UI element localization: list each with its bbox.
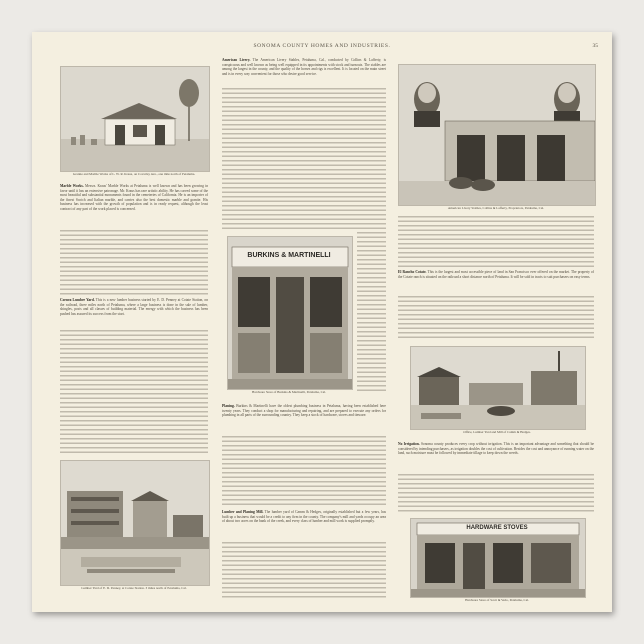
document-page xyxy=(32,32,612,612)
caption-hardware-scott-vedo: Hardware Store of Scott & Vedo, Petaluma, Cal. xyxy=(465,598,529,602)
text-no-irrigation: Sonoma county produces every crop without irrigation. This is an important advantage and something that should be considered by intending purchasers, as irrigation doubles the cost of cultivation. Besides the cost and annoyance of running water on the land, such moisture must be followed by immediate tillage to keep down the weeds. xyxy=(398,442,595,455)
heading-planing: Planing. xyxy=(222,404,235,408)
middle-text-block-3 xyxy=(222,510,386,524)
text-cornea-lumber: This is a new lumber business started by E. D. Penney at Cotate Station, on the railroad, three miles north of Petaluma, where a large business is done in the sale of lumber, shingles, posts and all classes of building material. The energy with which the business has been pushed has assured its success from the start. xyxy=(60,298,208,316)
text-lines-right-3 xyxy=(398,474,594,514)
caption-hardware-martinelli: Hardware Store of Burkins & Martinelli, Petaluma, Cal. xyxy=(252,390,326,394)
photo-livery-stables xyxy=(398,64,596,206)
middle-text-block xyxy=(222,58,386,76)
running-title: SONOMA COUNTY HOMES AND INDUSTRIES. xyxy=(253,43,391,49)
caption-marble-works: Granite and Marble Works of L. W. R. Kraus, on Covarlay Ave., one mile north of Petaluma. xyxy=(72,172,196,176)
heading-no-irrigation: No Irrigation. xyxy=(398,442,420,446)
text-rancho-cotate: This is the largest and most accessible piece of land in San Francisco ever offered on the market. The property of the Cotate ranch is situated on the railroad a short distance north of Petaluma. It will be sold in tracts to suit purchasers on easy terms. xyxy=(398,270,594,279)
caption-livery-stables: American Livery Stables, Collins & Lafferty, Proprietors, Petaluma, Cal. xyxy=(447,206,545,210)
text-lines-left-2 xyxy=(60,330,208,454)
heading-marble-works: Marble Works. xyxy=(60,184,84,188)
text-marble-works: Messrs. Kraus' Marble Works at Petaluma is well known and has been growing in favor until it has an extensive patronage. Mr. Kraus has rare artistic ability. He has carved some of the most beautiful and substantial monuments found in the cemeteries of California. He is an importer of the finest Scotch and Italian marble, and carries also the best domestic marble and granite. His business has increased with the growth of population and is in ready request, although the least contract of any part of the work placed is concerned. xyxy=(60,184,208,211)
sign-hardware-stoves: HARDWARE STOVES xyxy=(466,525,528,531)
lumber-office-illustration xyxy=(411,347,585,429)
text-lines-middle-2 xyxy=(222,436,386,508)
heading-cornea-lumber: Cornea Lumber Yard. xyxy=(60,298,95,302)
sign-burkins-martinelli: BURKINS & MARTINELLI xyxy=(247,252,331,259)
caption-lumber-yard-penney: Lumber Yard of E. D. Penney, at Cotate Station. 3 miles north of Petaluma, Cal. xyxy=(81,586,187,590)
text-lines-right-2 xyxy=(398,296,594,340)
marble-works-illustration xyxy=(61,67,209,171)
text-planing: Burkins & Martinelli have the oldest plumbing business in Petaluma, having been established here twenty years. They conduct a shop for manufacturing and repairing, and are prepared to execute any orders for plumbing in all parts of the surrounding country. They keep a stock of hardware, stoves and tinware. xyxy=(222,404,386,417)
photo-lumber-office xyxy=(410,346,586,430)
caption-lumber-office: Office, Lumber Yard and Mill of Camm & Hedges. xyxy=(463,430,531,434)
heading-american-livery: American Livery. xyxy=(222,58,251,62)
photo-marble-works xyxy=(60,66,210,172)
text-lines-middle-top xyxy=(222,88,386,230)
text-lines-middle-3 xyxy=(222,542,386,598)
right-text-block-2 xyxy=(398,442,594,456)
left-text-block xyxy=(60,184,208,211)
text-american-livery: The American Livery Stables, Petaluma, Cal., conducted by Collins & Lafferty, is conspicuous and well known as being well equipped in its appointments with stock and turnouts. The stables are among the largest in the county, and the quality of the horses and rigs is excellent. It is located on the main street and is in every way convenient for those who desire good service. xyxy=(222,58,386,76)
lumber-yard-illustration xyxy=(61,461,209,585)
heading-lumber-planing-mill: Lumber and Planing Mill. xyxy=(222,510,264,514)
livery-stables-illustration xyxy=(399,65,595,205)
text-lines-middle-side xyxy=(357,232,386,392)
heading-rancho-cotate: El Rancho Cotate. xyxy=(398,270,427,274)
text-lumber-planing-mill: The lumber yard of Camm & Hedges, originally established but a few years, has built up a business that would be a credit to any firm in the county. The company's mill and yards occupy an area of about two acres on the bank of the creek, and every class of lumber and mill work is supplied promptly. xyxy=(222,510,387,523)
photo-lumber-yard-penney xyxy=(60,460,210,586)
middle-text-block-2 xyxy=(222,404,386,418)
text-lines-left xyxy=(60,230,208,296)
page-number: 35 xyxy=(592,43,598,49)
left-text-block-2 xyxy=(60,298,208,316)
text-lines-right-1 xyxy=(398,216,594,268)
right-text-block xyxy=(398,270,594,279)
